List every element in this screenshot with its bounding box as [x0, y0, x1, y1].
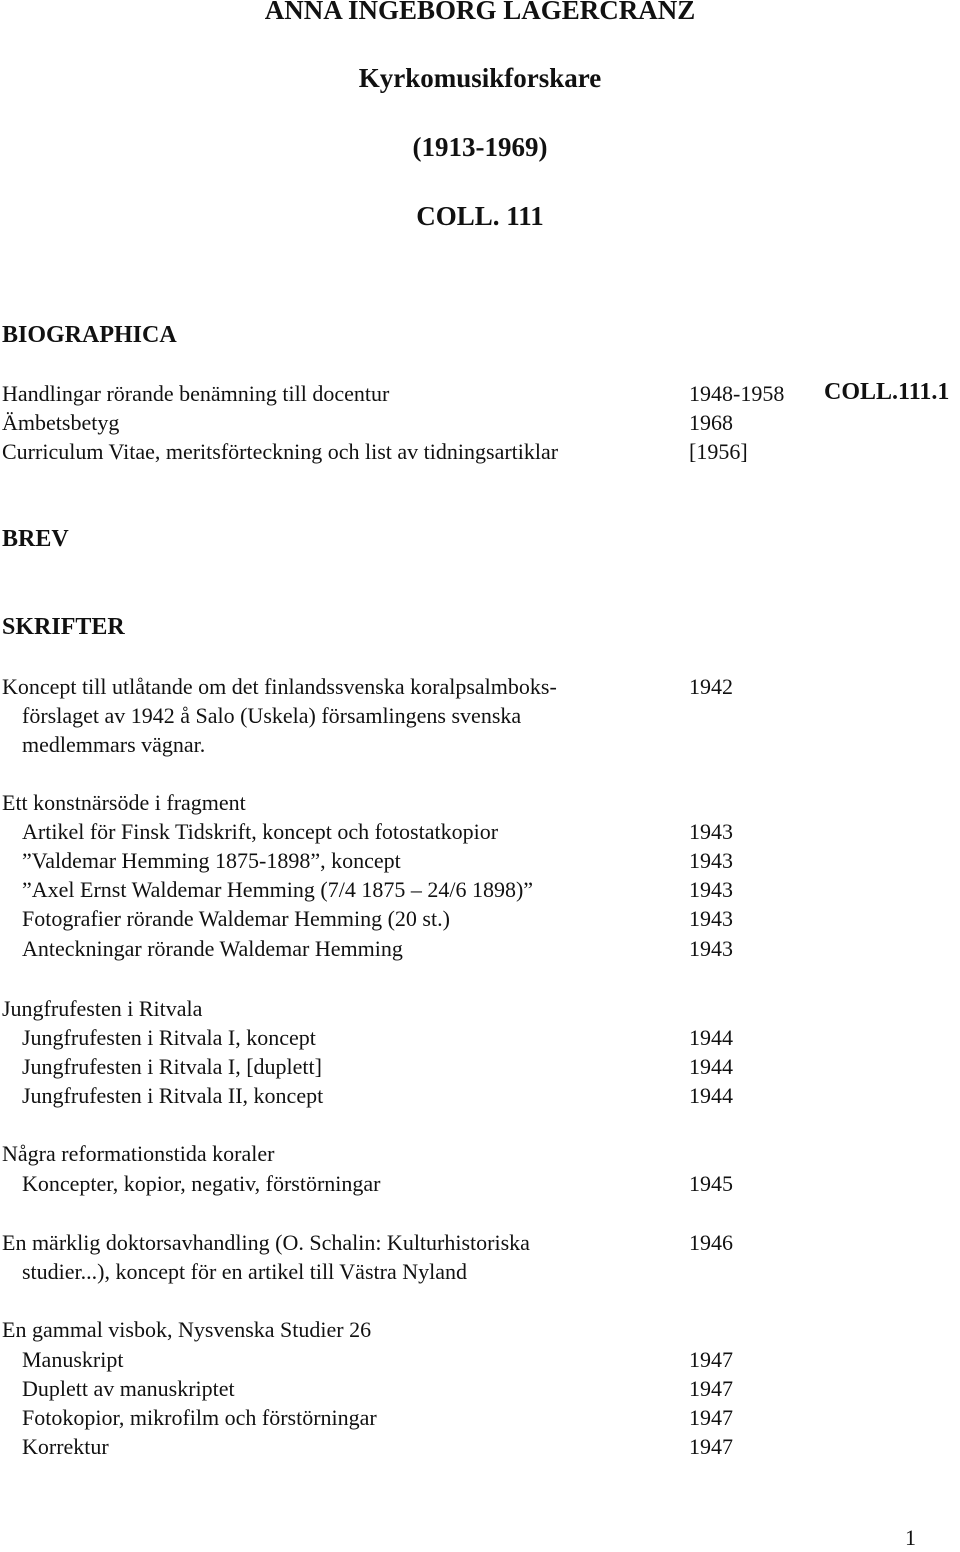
- person-name: ANNA INGEBORG LAGERCRANZ: [264, 0, 696, 25]
- collection-number: COLL. 111: [416, 201, 544, 231]
- item-text: ”Valdemar Hemming 1875-1898”, koncept: [22, 848, 401, 873]
- item-text: Duplett av manuskriptet: [22, 1376, 235, 1401]
- item-text: Anteckningar rörande Waldemar Hemming: [22, 936, 403, 961]
- item-year: 1943: [689, 936, 733, 961]
- item-text: Koncepter, kopior, negativ, förstörningar: [22, 1171, 381, 1196]
- item-year: 1943: [689, 877, 733, 902]
- item-year: 1943: [689, 906, 733, 931]
- item-text: Artikel för Finsk Tidskrift, koncept och fotostatkopior: [22, 819, 499, 844]
- item-year: 1947: [689, 1376, 733, 1401]
- item-text: En märklig doktorsavhandling (O. Schalin: Kulturhistoriska: [2, 1230, 530, 1255]
- group-title: Jungfrufesten i Ritvala: [2, 996, 203, 1021]
- item-year: 1942: [689, 674, 733, 699]
- item-year: 1944: [689, 1083, 733, 1108]
- item-text: Fotokopior, mikrofilm och förstörningar: [22, 1405, 377, 1430]
- item-year: 1943: [689, 848, 733, 873]
- item-text: Jungfrufesten i Ritvala I, koncept: [22, 1025, 316, 1050]
- item-year: [1956]: [689, 439, 748, 464]
- section-heading-brev: BREV: [2, 526, 69, 552]
- item-year: 1945: [689, 1171, 733, 1196]
- item-text: Curriculum Vitae, meritsförteckning och list av tidningsartiklar: [2, 439, 559, 464]
- item-year: 1944: [689, 1054, 733, 1079]
- item-year: 1968: [689, 410, 733, 435]
- item-text: Koncept till utlåtande om det finlandssvenska koralpsalmboks-: [2, 674, 557, 699]
- item-text-continued: studier...), koncept för en artikel till Västra Nyland: [22, 1259, 467, 1284]
- item-year: 1944: [689, 1025, 733, 1050]
- item-year: 1948-1958: [689, 381, 785, 406]
- item-year: 1947: [689, 1347, 733, 1372]
- group-title: En gammal visbok, Nysvenska Studier 26: [2, 1317, 372, 1342]
- item-text: Jungfrufesten i Ritvala II, koncept: [22, 1083, 324, 1108]
- section-heading-skrifter: SKRIFTER: [2, 614, 125, 640]
- life-years: (1913-1969): [412, 132, 548, 162]
- item-text: ”Axel Ernst Waldemar Hemming (7/4 1875 – 24/6 1898)”: [22, 877, 534, 902]
- item-text: Manuskript: [22, 1347, 124, 1372]
- item-text-continued: medlemmars vägnar.: [22, 732, 206, 757]
- collection-reference: COLL.111.1: [824, 379, 950, 405]
- item-text: Ämbetsbetyg: [2, 410, 120, 435]
- item-year: 1947: [689, 1405, 733, 1430]
- item-year: 1943: [689, 819, 733, 844]
- page-number: 1: [905, 1525, 916, 1550]
- item-year: 1947: [689, 1434, 733, 1459]
- profession: Kyrkomusikforskare: [358, 63, 602, 93]
- item-text: Korrektur: [22, 1434, 109, 1459]
- group-title: Några reformationstida koraler: [2, 1141, 275, 1166]
- item-text: Fotografier rörande Waldemar Hemming (20 st.): [22, 906, 450, 931]
- section-heading-biographica: BIOGRAPHICA: [2, 322, 177, 348]
- item-year: 1946: [689, 1230, 733, 1255]
- item-text: Jungfrufesten i Ritvala I, [duplett]: [22, 1054, 322, 1079]
- group-title: Ett konstnärsöde i fragment: [2, 790, 246, 815]
- item-text-continued: förslaget av 1942 å Salo (Uskela) församlingens svenska: [22, 703, 522, 728]
- item-text: Handlingar rörande benämning till docentur: [2, 381, 390, 406]
